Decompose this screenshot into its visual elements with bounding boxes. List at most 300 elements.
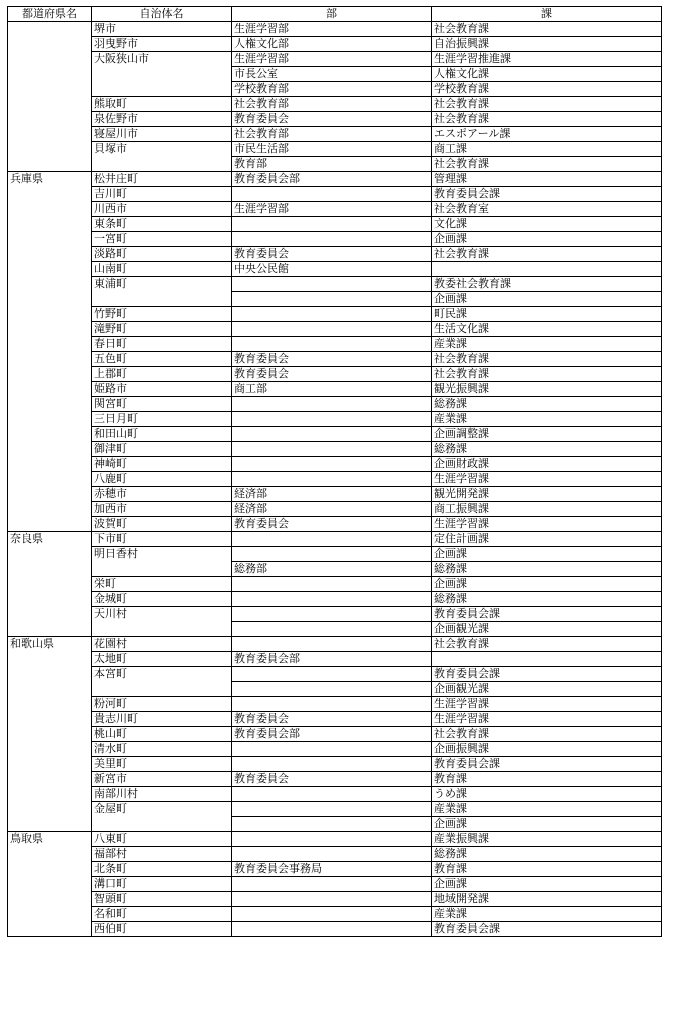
prefecture-cell — [8, 97, 92, 112]
prefecture-cell — [8, 517, 92, 532]
municipality-cell: 吉川町 — [92, 187, 232, 202]
department-cell: 教育委員会事務局 — [232, 862, 432, 877]
section-cell: 管理課 — [432, 172, 662, 187]
prefecture-cell — [8, 577, 92, 592]
prefecture-cell — [8, 307, 92, 322]
prefecture-cell — [8, 52, 92, 67]
prefecture-cell — [8, 502, 92, 517]
municipality-cell: 熊取町 — [92, 97, 232, 112]
department-cell — [232, 622, 432, 637]
section-cell: 産業課 — [432, 412, 662, 427]
municipality-cell: 竹野町 — [92, 307, 232, 322]
department-cell — [232, 892, 432, 907]
table-body — [8, 22, 662, 937]
table-row — [8, 277, 662, 292]
prefecture-cell — [8, 352, 92, 367]
section-cell: 教育課 — [432, 772, 662, 787]
department-cell — [232, 802, 432, 817]
prefecture-cell — [8, 712, 92, 727]
department-cell: 生涯学習部 — [232, 22, 432, 37]
municipality-cell: 西伯町 — [92, 922, 232, 937]
department-cell: 教育委員会部 — [232, 727, 432, 742]
section-cell: 総務課 — [432, 562, 662, 577]
municipality-cell: 加西市 — [92, 502, 232, 517]
prefecture-cell: 兵庫県 — [8, 172, 92, 187]
section-cell: 社会教育課 — [432, 727, 662, 742]
department-cell: 生涯学習部 — [232, 202, 432, 217]
section-cell: エスポアール課 — [432, 127, 662, 142]
department-cell: 教育委員会 — [232, 712, 432, 727]
table-row — [8, 907, 662, 922]
department-cell: 教育委員会 — [232, 247, 432, 262]
table-row — [8, 37, 662, 52]
section-cell: 生涯学習課 — [432, 697, 662, 712]
table-row — [8, 367, 662, 382]
department-cell: 人権文化部 — [232, 37, 432, 52]
prefecture-cell — [8, 727, 92, 742]
department-cell: 学校教育部 — [232, 82, 432, 97]
table-row — [8, 412, 662, 427]
municipality-cell — [92, 82, 232, 97]
table-row — [8, 712, 662, 727]
prefecture-cell — [8, 922, 92, 937]
department-cell — [232, 667, 432, 682]
department-cell — [232, 742, 432, 757]
department-cell — [232, 697, 432, 712]
department-cell — [232, 682, 432, 697]
prefecture-cell — [8, 877, 92, 892]
section-cell: 総務課 — [432, 442, 662, 457]
table-row — [8, 97, 662, 112]
table-row — [8, 622, 662, 637]
municipality-cell: 北条町 — [92, 862, 232, 877]
municipality-cell: 大阪狭山市 — [92, 52, 232, 67]
municipality-cell: 五色町 — [92, 352, 232, 367]
section-cell: 社会教育課 — [432, 367, 662, 382]
municipality-cell — [92, 817, 232, 832]
table-row — [8, 652, 662, 667]
prefecture-cell — [8, 37, 92, 52]
table-row — [8, 262, 662, 277]
table-row — [8, 847, 662, 862]
table-row — [8, 247, 662, 262]
municipality-cell: 本宮町 — [92, 667, 232, 682]
department-cell: 教育委員会 — [232, 517, 432, 532]
department-cell: 商工部 — [232, 382, 432, 397]
table-row — [8, 787, 662, 802]
municipality-cell: 一宮町 — [92, 232, 232, 247]
department-cell — [232, 412, 432, 427]
table-row — [8, 292, 662, 307]
section-cell: 総務課 — [432, 397, 662, 412]
prefecture-cell — [8, 667, 92, 682]
section-cell: 観光開発課 — [432, 487, 662, 502]
section-cell: 社会教育課 — [432, 112, 662, 127]
municipality-cell: 東条町 — [92, 217, 232, 232]
department-cell — [232, 427, 432, 442]
department-cell — [232, 337, 432, 352]
department-cell: 市民生活部 — [232, 142, 432, 157]
section-cell: 教育課 — [432, 862, 662, 877]
municipality-cell: 八鹿町 — [92, 472, 232, 487]
municipality-cell: 御津町 — [92, 442, 232, 457]
table-row — [8, 742, 662, 757]
municipality-cell: 川西市 — [92, 202, 232, 217]
table-row — [8, 592, 662, 607]
prefecture-cell — [8, 697, 92, 712]
municipality-cell: 太地町 — [92, 652, 232, 667]
prefecture-cell — [8, 607, 92, 622]
prefecture-cell — [8, 217, 92, 232]
department-cell — [232, 637, 432, 652]
prefecture-cell — [8, 622, 92, 637]
municipality-cell: 泉佐野市 — [92, 112, 232, 127]
department-cell: 生涯学習部 — [232, 52, 432, 67]
prefecture-cell — [8, 472, 92, 487]
section-cell: 商工振興課 — [432, 502, 662, 517]
prefecture-cell — [8, 457, 92, 472]
table-row — [8, 457, 662, 472]
table-row — [8, 667, 662, 682]
table-row — [8, 427, 662, 442]
department-cell: 社会教育部 — [232, 127, 432, 142]
department-cell — [232, 592, 432, 607]
municipality-cell: 下市町 — [92, 532, 232, 547]
municipality-cell: 明日香村 — [92, 547, 232, 562]
table-row — [8, 157, 662, 172]
table-row — [8, 517, 662, 532]
header-department: 部 — [232, 7, 432, 22]
prefecture-cell — [8, 802, 92, 817]
municipality-cell: 滝野町 — [92, 322, 232, 337]
table-row — [8, 547, 662, 562]
department-cell: 中央公民館 — [232, 262, 432, 277]
table-row — [8, 202, 662, 217]
section-cell: 産業課 — [432, 802, 662, 817]
department-cell — [232, 187, 432, 202]
section-cell: 自治振興課 — [432, 37, 662, 52]
department-cell: 総務部 — [232, 562, 432, 577]
department-cell: 社会教育部 — [232, 97, 432, 112]
section-cell: 生活文化課 — [432, 322, 662, 337]
department-cell — [232, 457, 432, 472]
department-cell — [232, 922, 432, 937]
prefecture-cell — [8, 322, 92, 337]
table-row — [8, 472, 662, 487]
department-cell — [232, 397, 432, 412]
section-cell — [432, 262, 662, 277]
municipality-cell — [92, 292, 232, 307]
table-row — [8, 607, 662, 622]
section-cell: 総務課 — [432, 847, 662, 862]
department-cell — [232, 817, 432, 832]
section-cell: 社会教育室 — [432, 202, 662, 217]
municipality-cell: 粉河町 — [92, 697, 232, 712]
prefecture-cell — [8, 142, 92, 157]
table-row — [8, 22, 662, 37]
department-cell: 教育委員会 — [232, 352, 432, 367]
municipality-cell: 赤穂市 — [92, 487, 232, 502]
prefecture-cell — [8, 742, 92, 757]
section-cell: 文化課 — [432, 217, 662, 232]
department-cell — [232, 322, 432, 337]
municipality-cell: 寝屋川市 — [92, 127, 232, 142]
table-row — [8, 727, 662, 742]
prefecture-cell — [8, 652, 92, 667]
prefecture-cell — [8, 187, 92, 202]
table-row — [8, 397, 662, 412]
prefecture-cell — [8, 442, 92, 457]
table-row — [8, 637, 662, 652]
department-cell: 市長公室 — [232, 67, 432, 82]
prefecture-cell — [8, 487, 92, 502]
municipality-cell: 春日町 — [92, 337, 232, 352]
municipality-cell: 新宮市 — [92, 772, 232, 787]
section-cell: 生涯学習推進課 — [432, 52, 662, 67]
department-cell — [232, 442, 432, 457]
section-cell: 企画振興課 — [432, 742, 662, 757]
department-cell — [232, 472, 432, 487]
table-row — [8, 682, 662, 697]
municipality-cell: 美里町 — [92, 757, 232, 772]
section-cell: 企画調整課 — [432, 427, 662, 442]
section-cell: 社会教育課 — [432, 22, 662, 37]
department-cell — [232, 787, 432, 802]
table-row — [8, 217, 662, 232]
table-row — [8, 232, 662, 247]
department-cell: 教育委員会 — [232, 112, 432, 127]
table-row — [8, 82, 662, 97]
section-cell: 社会教育課 — [432, 157, 662, 172]
department-cell — [232, 877, 432, 892]
section-cell: うめ課 — [432, 787, 662, 802]
prefecture-cell — [8, 817, 92, 832]
table-row — [8, 352, 662, 367]
section-cell: 町民課 — [432, 307, 662, 322]
municipality-cell: 堺市 — [92, 22, 232, 37]
prefecture-cell — [8, 247, 92, 262]
prefecture-cell — [8, 292, 92, 307]
header-row — [8, 7, 662, 22]
section-cell: 社会教育課 — [432, 637, 662, 652]
table-row — [8, 172, 662, 187]
section-cell: 企画課 — [432, 292, 662, 307]
section-cell: 定住計画課 — [432, 532, 662, 547]
municipality-cell: 山南町 — [92, 262, 232, 277]
prefecture-cell — [8, 202, 92, 217]
section-cell: 企画財政課 — [432, 457, 662, 472]
department-cell — [232, 847, 432, 862]
prefecture-cell — [8, 82, 92, 97]
table-row — [8, 817, 662, 832]
section-cell: 教育委員会課 — [432, 922, 662, 937]
prefecture-cell — [8, 157, 92, 172]
municipality-table — [7, 6, 662, 937]
header-prefecture: 都道府県名 — [8, 7, 92, 22]
table-row — [8, 487, 662, 502]
department-cell — [232, 577, 432, 592]
prefecture-cell — [8, 112, 92, 127]
section-cell: 生涯学習課 — [432, 712, 662, 727]
section-cell: 企画課 — [432, 817, 662, 832]
table-row — [8, 382, 662, 397]
municipality-cell: 溝口町 — [92, 877, 232, 892]
table-row — [8, 892, 662, 907]
municipality-cell: 三日月町 — [92, 412, 232, 427]
department-cell: 教育委員会部 — [232, 652, 432, 667]
municipality-cell: 松井庄町 — [92, 172, 232, 187]
section-cell: 企画観光課 — [432, 682, 662, 697]
table-row — [8, 322, 662, 337]
table-row — [8, 697, 662, 712]
municipality-cell: 上郡町 — [92, 367, 232, 382]
section-cell: 企画課 — [432, 547, 662, 562]
prefecture-cell — [8, 382, 92, 397]
prefecture-cell — [8, 772, 92, 787]
prefecture-cell — [8, 397, 92, 412]
table-row — [8, 772, 662, 787]
department-cell — [232, 232, 432, 247]
section-cell: 社会教育課 — [432, 97, 662, 112]
prefecture-cell — [8, 337, 92, 352]
municipality-cell: 南部川村 — [92, 787, 232, 802]
section-cell: 教育委員会課 — [432, 607, 662, 622]
section-cell: 人権文化課 — [432, 67, 662, 82]
table-row — [8, 337, 662, 352]
section-cell — [432, 652, 662, 667]
prefecture-cell — [8, 562, 92, 577]
table-row — [8, 757, 662, 772]
table-row — [8, 142, 662, 157]
municipality-cell: 清水町 — [92, 742, 232, 757]
prefecture-cell — [8, 787, 92, 802]
section-cell: 産業課 — [432, 337, 662, 352]
municipality-cell — [92, 622, 232, 637]
section-cell: 企画課 — [432, 232, 662, 247]
municipality-cell: 金屋町 — [92, 802, 232, 817]
section-cell: 観光振興課 — [432, 382, 662, 397]
department-cell — [232, 217, 432, 232]
table-row — [8, 67, 662, 82]
municipality-cell: 栄町 — [92, 577, 232, 592]
section-cell: 総務課 — [432, 592, 662, 607]
prefecture-cell — [8, 22, 92, 37]
municipality-cell: 天川村 — [92, 607, 232, 622]
prefecture-cell — [8, 127, 92, 142]
prefecture-cell — [8, 427, 92, 442]
municipality-cell: 福部村 — [92, 847, 232, 862]
municipality-cell: 淡路町 — [92, 247, 232, 262]
table-row — [8, 577, 662, 592]
table-row — [8, 877, 662, 892]
prefecture-cell: 和歌山県 — [8, 637, 92, 652]
table-row — [8, 832, 662, 847]
table-row — [8, 112, 662, 127]
table-row — [8, 307, 662, 322]
municipality-cell — [92, 562, 232, 577]
department-cell — [232, 607, 432, 622]
section-cell: 産業振興課 — [432, 832, 662, 847]
table-row — [8, 52, 662, 67]
prefecture-cell — [8, 67, 92, 82]
department-cell: 教育委員会 — [232, 367, 432, 382]
municipality-cell: 神崎町 — [92, 457, 232, 472]
prefecture-cell — [8, 277, 92, 292]
section-cell: 教委社会教育課 — [432, 277, 662, 292]
municipality-cell: 東浦町 — [92, 277, 232, 292]
municipality-cell: 羽曳野市 — [92, 37, 232, 52]
section-cell: 社会教育課 — [432, 352, 662, 367]
table-row — [8, 922, 662, 937]
prefecture-cell — [8, 367, 92, 382]
department-cell: 経済部 — [232, 487, 432, 502]
prefecture-cell — [8, 592, 92, 607]
table-row — [8, 862, 662, 877]
section-cell: 生涯学習課 — [432, 472, 662, 487]
prefecture-cell — [8, 892, 92, 907]
header-municipality: 自治体名 — [92, 7, 232, 22]
section-cell: 産業課 — [432, 907, 662, 922]
prefecture-cell — [8, 847, 92, 862]
municipality-cell: 姫路市 — [92, 382, 232, 397]
section-cell: 教育委員会課 — [432, 667, 662, 682]
table-row — [8, 532, 662, 547]
section-cell: 企画観光課 — [432, 622, 662, 637]
department-cell: 経済部 — [232, 502, 432, 517]
department-cell — [232, 292, 432, 307]
department-cell — [232, 307, 432, 322]
prefecture-cell — [8, 262, 92, 277]
prefecture-cell — [8, 862, 92, 877]
municipality-cell: 貝塚市 — [92, 142, 232, 157]
prefecture-cell — [8, 682, 92, 697]
prefecture-cell — [8, 547, 92, 562]
department-cell: 教育委員会部 — [232, 172, 432, 187]
municipality-cell — [92, 67, 232, 82]
municipality-cell: 関宮町 — [92, 397, 232, 412]
municipality-cell: 名和町 — [92, 907, 232, 922]
municipality-cell — [92, 682, 232, 697]
section-cell: 教育委員会課 — [432, 187, 662, 202]
municipality-cell — [92, 157, 232, 172]
table-row — [8, 502, 662, 517]
municipality-cell: 智頭町 — [92, 892, 232, 907]
table-row — [8, 802, 662, 817]
municipality-cell: 八東町 — [92, 832, 232, 847]
municipality-cell: 桃山町 — [92, 727, 232, 742]
department-cell: 教育部 — [232, 157, 432, 172]
section-cell: 企画課 — [432, 877, 662, 892]
table-row — [8, 187, 662, 202]
department-cell — [232, 532, 432, 547]
section-cell: 学校教育課 — [432, 82, 662, 97]
municipality-cell: 金城町 — [92, 592, 232, 607]
section-cell: 生涯学習課 — [432, 517, 662, 532]
municipality-cell: 花園村 — [92, 637, 232, 652]
prefecture-cell: 奈良県 — [8, 532, 92, 547]
table-row — [8, 442, 662, 457]
prefecture-cell — [8, 412, 92, 427]
prefecture-cell — [8, 907, 92, 922]
section-cell: 社会教育課 — [432, 247, 662, 262]
department-cell — [232, 757, 432, 772]
department-cell: 教育委員会 — [232, 772, 432, 787]
table-row — [8, 127, 662, 142]
section-cell: 企画課 — [432, 577, 662, 592]
department-cell — [232, 907, 432, 922]
municipality-cell: 和田山町 — [92, 427, 232, 442]
section-cell: 地域開発課 — [432, 892, 662, 907]
